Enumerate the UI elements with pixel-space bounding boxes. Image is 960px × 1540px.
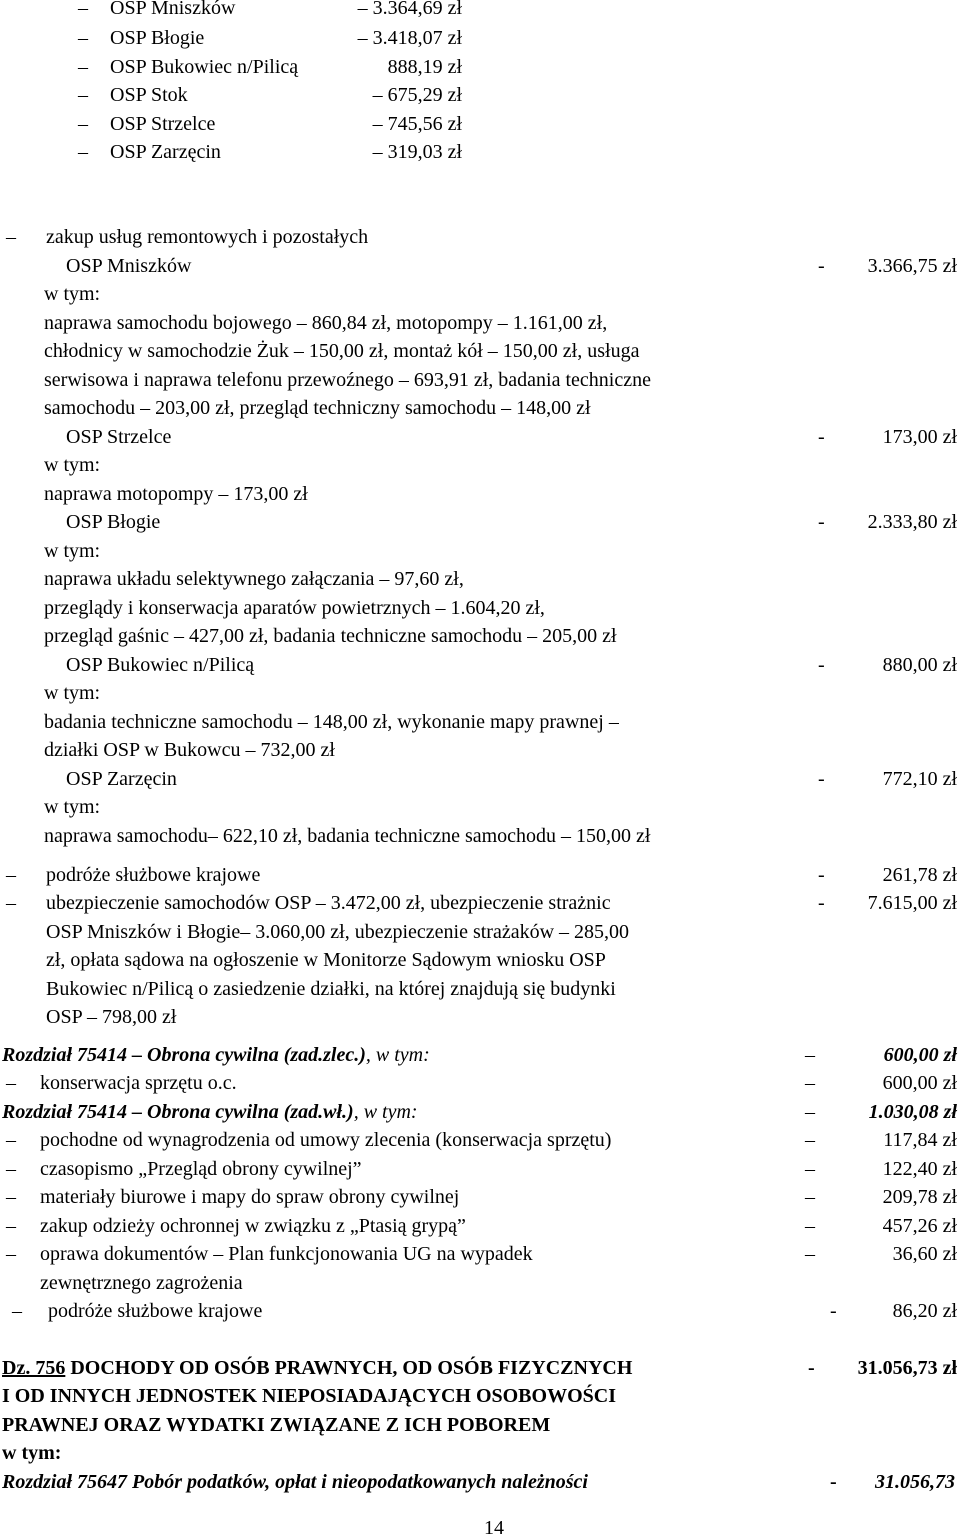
osp-amount: 888,19 zł xyxy=(387,56,462,78)
expense-line: OSP – 798,00 zł xyxy=(46,1006,177,1028)
amount: 36,60 zł xyxy=(892,1243,957,1265)
detail-line: naprawa samochodu bojowego – 860,84 zł, motopompy – 1.161,00 zł, xyxy=(44,312,608,334)
osp-name: OSP Mniszków xyxy=(110,0,236,19)
dash-mark: – xyxy=(78,113,88,135)
expense-line: Bukowiec n/Pilicą o zasiedzenie działki, na której znajdują się budynki xyxy=(46,978,616,1000)
dash-mark: – xyxy=(78,27,88,49)
hyphen-mark: - xyxy=(818,511,825,533)
page-number: 14 xyxy=(484,1517,504,1539)
osp-amount: – 3.364,69 zł xyxy=(357,0,462,19)
osp-name: OSP Zarzęcin xyxy=(66,768,177,790)
chapter-title-text: Rozdział 75414 – Obrona cywilna (zad.wł.) xyxy=(2,1101,354,1123)
wtym-label: w tym: xyxy=(44,682,101,704)
amount: 457,26 zł xyxy=(882,1215,957,1237)
osp-amount: – 3.418,07 zł xyxy=(357,27,462,49)
amount: 86,20 zł xyxy=(892,1300,957,1322)
amount: 600,00 zł xyxy=(883,1044,957,1066)
chapter-suffix: , w tym: xyxy=(353,1101,418,1123)
detail-line: przeglądy i konserwacja aparatów powietrznych – 1.604,20 zł, xyxy=(44,597,545,619)
expense-line: ubezpieczenie samochodów OSP – 3.472,00 zł, ubezpieczenie strażnic xyxy=(46,892,611,914)
dash-mark: – xyxy=(6,1072,16,1094)
osp-amount: – 745,56 zł xyxy=(372,113,462,135)
dash-mark: – xyxy=(6,1158,16,1180)
osp-name: OSP Bukowiec n/Pilicą xyxy=(110,56,299,78)
dash-mark: – xyxy=(805,1044,815,1066)
hyphen-mark: - xyxy=(808,1357,815,1379)
dash-mark: – xyxy=(78,56,88,78)
dash-mark: – xyxy=(6,1215,16,1237)
wtym-label: w tym: xyxy=(2,1442,62,1464)
dash-mark: – xyxy=(6,892,16,914)
wtym-label: w tym: xyxy=(44,796,101,818)
amount: 3.366,75 zł xyxy=(867,255,957,277)
detail-line: naprawa motopompy – 173,00 zł xyxy=(44,483,308,505)
amount: 122,40 zł xyxy=(882,1158,957,1180)
expense-label: zakup odzieży ochronnej w związku z „Ptasią grypą” xyxy=(40,1215,466,1237)
osp-amount: – 319,03 zł xyxy=(372,141,462,163)
expense-label: podróże służbowe krajowe xyxy=(46,864,261,886)
section-number: Dz. 756 xyxy=(2,1357,66,1379)
expense-label-cont: zewnętrznego zagrożenia xyxy=(40,1272,243,1294)
osp-name: OSP Mniszków xyxy=(66,255,192,277)
detail-line: działki OSP w Bukowcu – 732,00 zł xyxy=(44,739,335,761)
amount: 772,10 zł xyxy=(882,768,957,790)
expense-label: materiały biurowe i mapy do spraw obrony cywilnej xyxy=(40,1186,460,1208)
amount: 880,00 zł xyxy=(882,654,957,676)
detail-line: naprawa układu selektywnego załączania – 97,60 zł, xyxy=(44,568,464,590)
dash-mark: – xyxy=(805,1215,815,1237)
dash-mark: – xyxy=(78,84,88,106)
hyphen-mark: - xyxy=(818,426,825,448)
wtym-label: w tym: xyxy=(44,540,101,562)
amount: 31.056,73 zł xyxy=(857,1357,957,1379)
detail-line: naprawa samochodu– 622,10 zł, badania techniczne samochodu – 150,00 zł xyxy=(44,825,651,847)
expense-line: OSP Mniszków i Błogie– 3.060,00 zł, ubezpieczenie strażaków – 285,00 xyxy=(46,921,630,943)
hyphen-mark: - xyxy=(818,255,825,277)
osp-name: OSP Błogie xyxy=(66,511,161,533)
hyphen-mark: - xyxy=(818,654,825,676)
expense-label: konserwacja sprzętu o.c. xyxy=(40,1072,237,1094)
amount: 31.056,73 xyxy=(875,1471,955,1493)
expense-line: zł, opłata sądowa na ogłoszenie w Monitorze Sądowym wniosku OSP xyxy=(46,949,606,971)
section-heading-line xyxy=(2,1356,632,1380)
chapter-title xyxy=(2,1100,418,1124)
osp-name: OSP Strzelce xyxy=(66,426,172,448)
osp-name: OSP Strzelce xyxy=(110,113,216,135)
dash-mark: – xyxy=(805,1072,815,1094)
expense-label: czasopismo „Przegląd obrony cywilnej” xyxy=(40,1158,362,1180)
dash-mark: – xyxy=(805,1101,815,1123)
chapter-title-text: Rozdział 75414 – Obrona cywilna (zad.zlec.) xyxy=(2,1044,366,1066)
hyphen-mark: - xyxy=(818,768,825,790)
expense-label: podróże służbowe krajowe xyxy=(48,1300,263,1322)
amount: 600,00 zł xyxy=(882,1072,957,1094)
osp-name: OSP Stok xyxy=(110,84,188,106)
chapter-suffix: , w tym: xyxy=(365,1044,430,1066)
osp-name: OSP Bukowiec n/Pilicą xyxy=(66,654,255,676)
osp-amount: – 675,29 zł xyxy=(372,84,462,106)
amount: 261,78 zł xyxy=(882,864,957,886)
dash-mark: – xyxy=(805,1158,815,1180)
dash-mark: – xyxy=(6,1186,16,1208)
hyphen-mark: - xyxy=(818,892,825,914)
dash-mark: – xyxy=(6,864,16,886)
dash-mark: – xyxy=(805,1243,815,1265)
expense-label: oprawa dokumentów – Plan funkcjonowania UG na wypadek xyxy=(40,1243,533,1265)
amount: 2.333,80 zł xyxy=(867,511,957,533)
dash-mark: – xyxy=(78,141,88,163)
dash-mark: – xyxy=(805,1186,815,1208)
chapter-title: Rozdział 75647 Pobór podatków, opłat i nieopodatkowanych należności xyxy=(2,1471,588,1493)
dash-mark: – xyxy=(12,1300,22,1322)
amount: 173,00 zł xyxy=(882,426,957,448)
remont-title: zakup usług remontowych i pozostałych xyxy=(46,226,369,248)
expense-label: pochodne od wynagrodzenia od umowy zlecenia (konserwacja sprzętu) xyxy=(40,1129,612,1151)
osp-name: OSP Błogie xyxy=(110,27,205,49)
dash-mark: – xyxy=(6,226,16,248)
detail-line: chłodnicy w samochodzie Żuk – 150,00 zł, montaż kół – 150,00 zł, usługa xyxy=(44,340,640,362)
amount: 1.030,08 zł xyxy=(868,1101,957,1123)
hyphen-mark: - xyxy=(830,1300,837,1322)
detail-line: serwisowa i naprawa telefonu przewoźnego – 693,91 zł, badania techniczne xyxy=(44,369,651,391)
amount: 209,78 zł xyxy=(882,1186,957,1208)
section-heading-line: I OD INNYCH JEDNOSTEK NIEPOSIADAJĄCYCH OSOBOWOŚCI xyxy=(2,1385,616,1407)
wtym-label: w tym: xyxy=(44,283,101,305)
detail-line: badania techniczne samochodu – 148,00 zł, wykonanie mapy prawnej – xyxy=(44,711,619,733)
wtym-label: w tym: xyxy=(44,454,101,476)
detail-line: samochodu – 203,00 zł, przegląd techniczny samochodu – 148,00 zł xyxy=(44,397,591,419)
dash-mark: – xyxy=(805,1129,815,1151)
detail-line: przegląd gaśnic – 427,00 zł, badania techniczne samochodu – 205,00 zł xyxy=(44,625,617,647)
hyphen-mark: - xyxy=(830,1471,837,1493)
dash-mark: – xyxy=(6,1243,16,1265)
section-heading-text: DOCHODY OD OSÓB PRAWNYCH, OD OSÓB FIZYCZNYCH xyxy=(65,1357,633,1379)
hyphen-mark: - xyxy=(818,864,825,886)
amount: 7.615,00 zł xyxy=(867,892,957,914)
chapter-title xyxy=(2,1043,430,1067)
amount: 117,84 zł xyxy=(883,1129,957,1151)
dash-mark: – xyxy=(6,1129,16,1151)
section-heading-line: PRAWNEJ ORAZ WYDATKI ZWIĄZANE Z ICH POBOREM xyxy=(2,1414,551,1436)
dash-mark: – xyxy=(78,0,88,19)
osp-name: OSP Zarzęcin xyxy=(110,141,221,163)
